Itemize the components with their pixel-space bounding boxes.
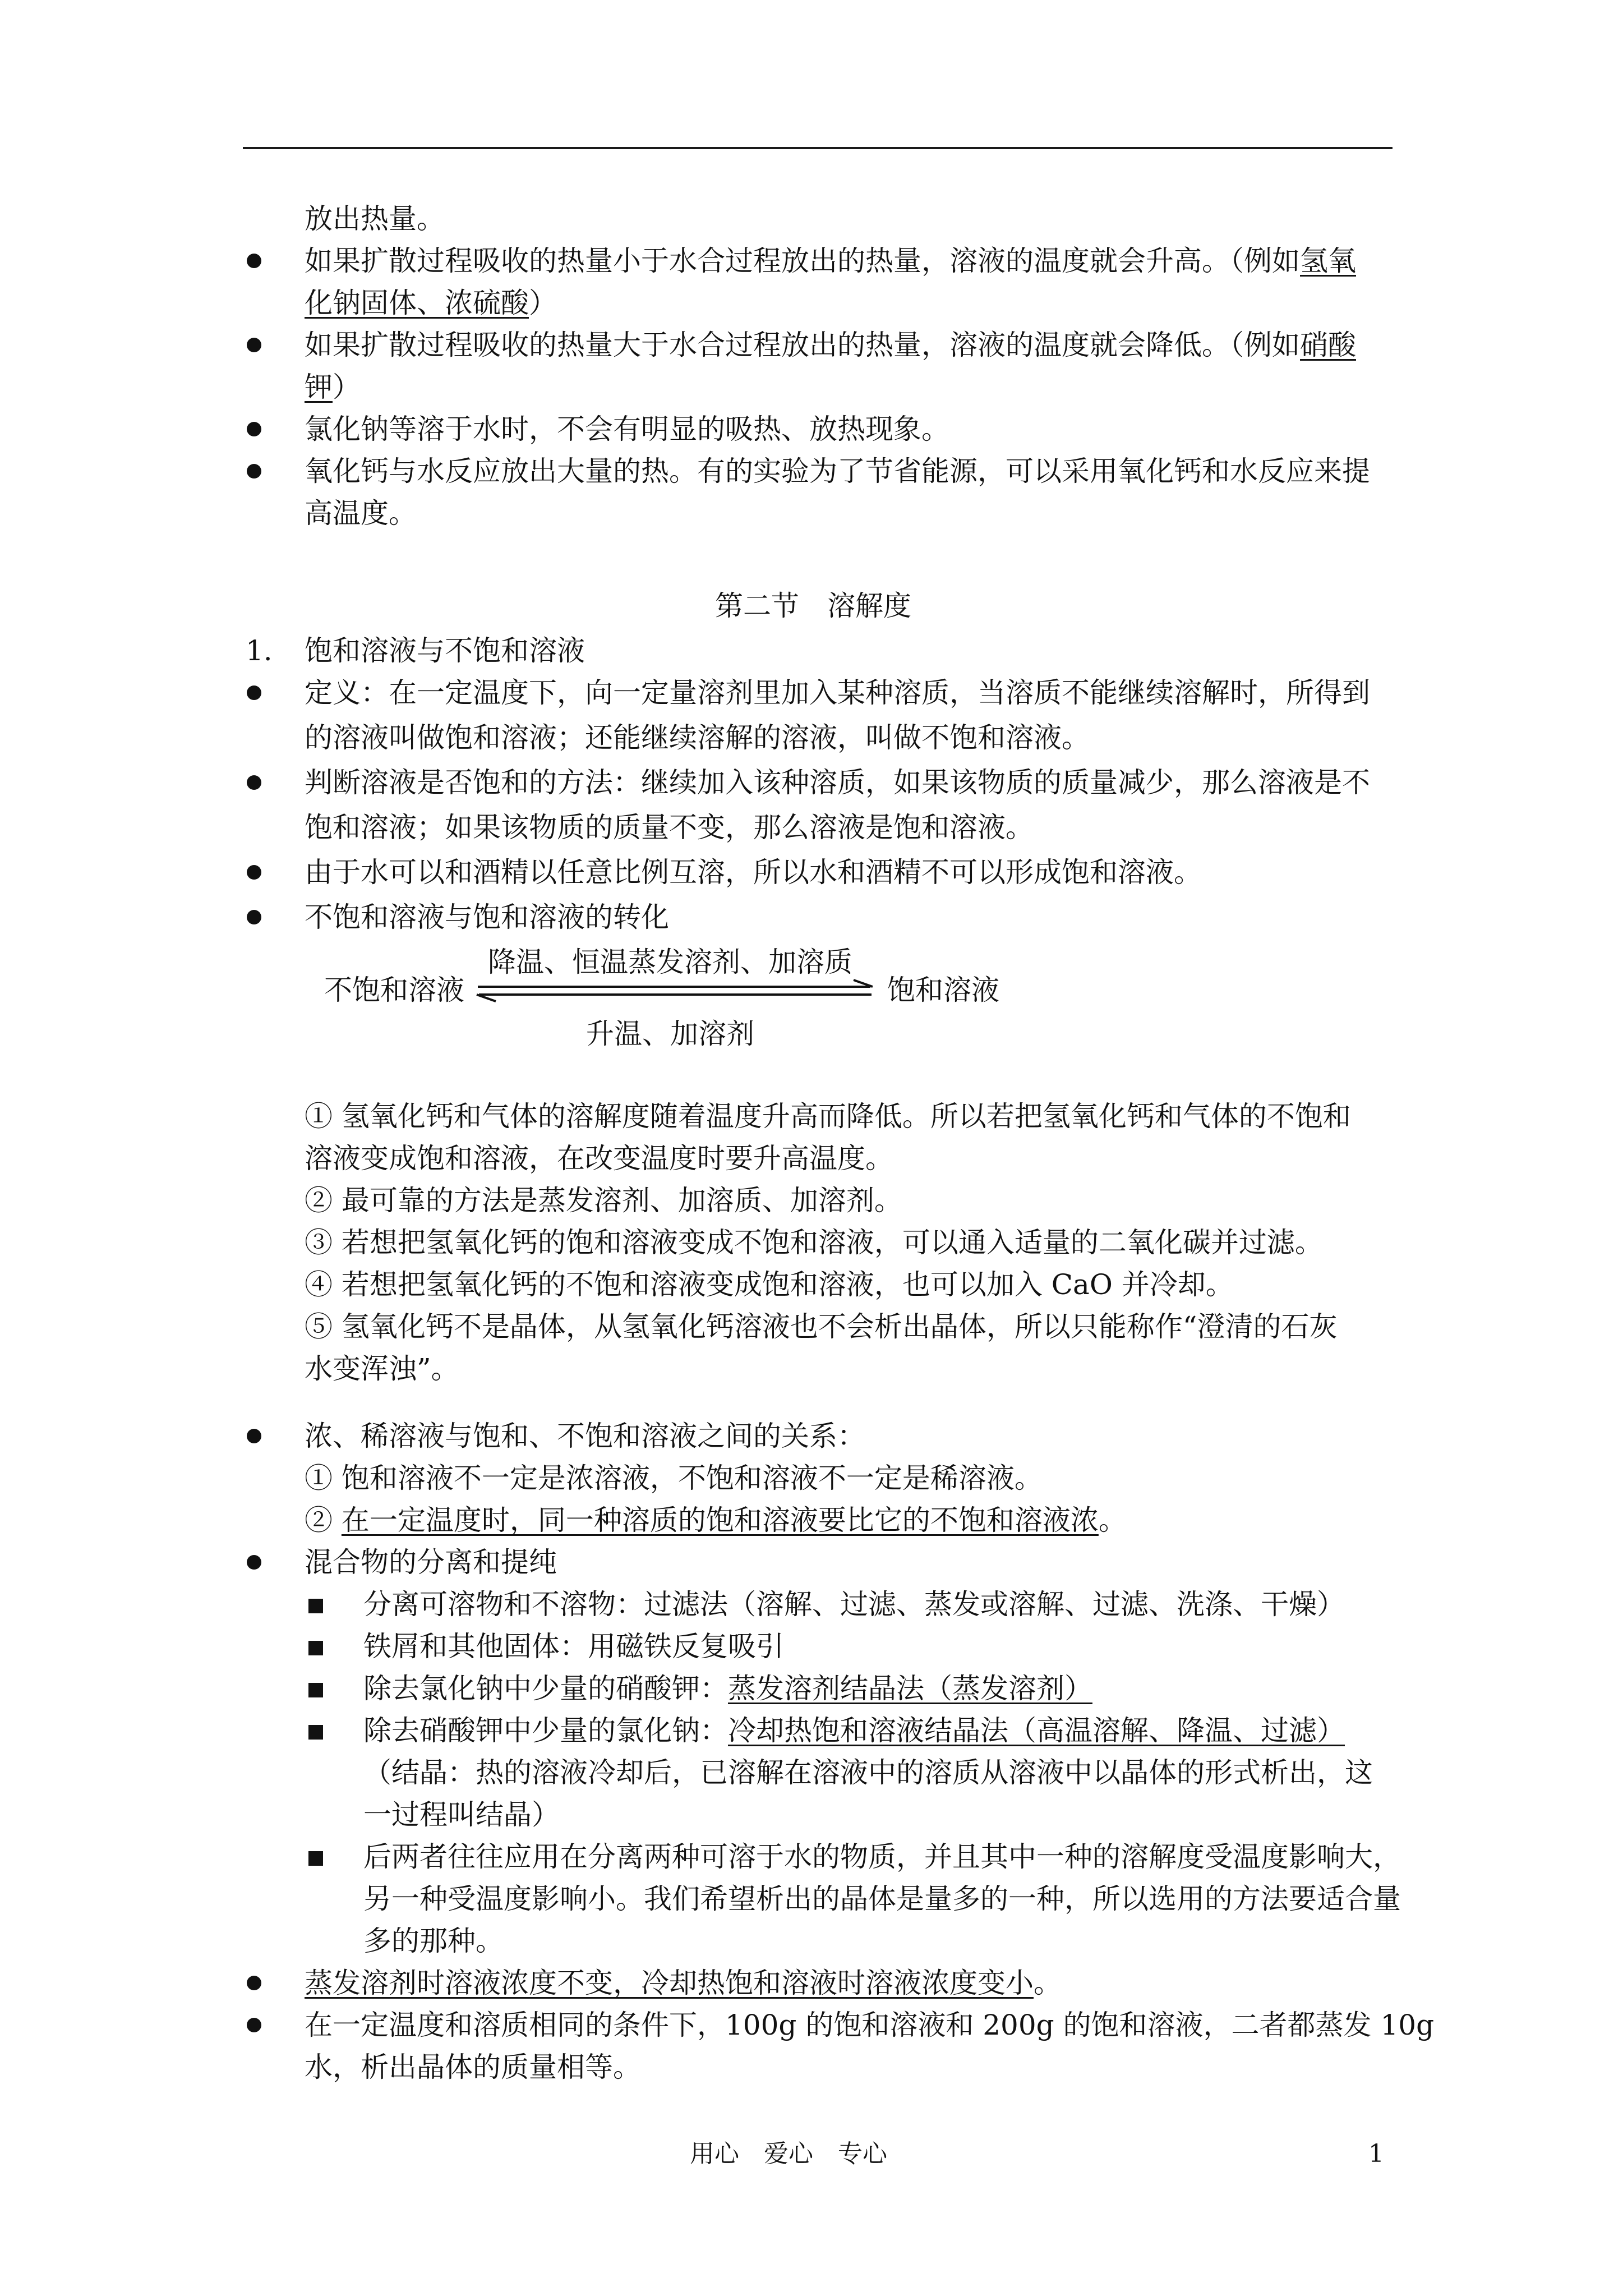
separation-item-4 — [363, 1711, 1345, 1750]
conversion-arrows — [471, 979, 880, 1007]
evaporation-line — [305, 1963, 1062, 2003]
bullet-dot — [247, 2018, 261, 2032]
heat-bullet-continuation — [305, 283, 557, 323]
square-bullet — [308, 1851, 323, 1866]
judge-line-2: 饱和溶液；如果该物质的质量不变，那么溶液是饱和溶液。 — [305, 811, 1034, 844]
text-segment: 高温度。 — [305, 497, 417, 530]
underlined-text: 氢氧 — [1300, 245, 1356, 277]
bullet-dot — [247, 685, 261, 700]
heat-bullet-line — [305, 241, 1356, 280]
section-title: 第二节 溶解度 — [715, 590, 911, 622]
heat-bullet-line — [305, 325, 1356, 365]
sep-4-underlined: 冷却热饱和溶液结晶法（高温溶解、降温、过滤） — [728, 1714, 1345, 1747]
relation-item-1: ① 饱和溶液不一定是浓溶液，不饱和溶液不一定是稀溶液。 — [305, 1462, 1043, 1494]
conversion-title: 不饱和溶液与饱和溶液的转化 — [305, 901, 669, 933]
bullet-dot — [247, 338, 261, 352]
definition-line-2: 的溶液叫做饱和溶液；还能继续溶解的溶液，叫做不饱和溶液。 — [305, 721, 1090, 754]
diagram-top-label: 降温、恒温蒸发溶剂、加溶质 — [488, 946, 852, 978]
separation-item-5-line-2: 另一种受温度影响小。我们希望析出的晶体是量多的一种，所以选用的方法要适合量 — [363, 1883, 1401, 1915]
text-segment: ） — [529, 287, 557, 319]
page-number: 1 — [1368, 2139, 1384, 2168]
bullet-dot — [247, 422, 261, 436]
alcohol-line: 由于水可以和酒精以任意比例互溶，所以水和酒精不可以形成饱和溶液。 — [305, 856, 1202, 889]
sep-3-underlined: 蒸发溶剂结晶法（蒸发溶剂） — [728, 1672, 1092, 1705]
note-line: ④ 若想把氢氧化钙的不饱和溶液变成饱和溶液，也可以加入 CaO 并冷却。 — [305, 1268, 1234, 1301]
bullet-dot — [247, 1555, 261, 1570]
text-segment: ） — [333, 371, 361, 403]
relation-title: 浓、稀溶液与饱和、不饱和溶液之间的关系： — [305, 1420, 865, 1452]
item-title: 饱和溶液与不饱和溶液 — [305, 634, 585, 667]
bullet-dot — [247, 254, 261, 268]
note-line: 溶液变成饱和溶液，在改变温度时要升高温度。 — [305, 1142, 893, 1175]
judge-line-1: 判断溶液是否饱和的方法：继续加入该种溶质，如果该物质的质量减少，那么溶液是不 — [305, 766, 1370, 799]
sep-4-prefix: 除去硝酸钾中少量的氯化钠： — [363, 1714, 728, 1747]
square-bullet — [308, 1683, 323, 1697]
separation-item-3 — [363, 1669, 1092, 1708]
heat-bullet-continuation — [305, 494, 417, 533]
final-line-1: 在一定温度和溶质相同的条件下，100g 的饱和溶液和 200g 的饱和溶液，二者都蒸发 10g — [305, 2009, 1435, 2041]
separation-item-5-line-3: 多的那种。 — [363, 1925, 504, 1957]
text-segment: 氯化钠等溶于水时，不会有明显的吸热、放热现象。 — [305, 413, 949, 445]
separation-item-2: 铁屑和其他固体：用磁铁反复吸引 — [363, 1630, 784, 1663]
square-bullet — [308, 1599, 323, 1613]
separation-item-1: 分离可溶物和不溶物：过滤法（溶解、过滤、蒸发或溶解、过滤、洗涤、干燥） — [363, 1588, 1345, 1621]
diagram-left-label: 不饱和溶液 — [324, 974, 464, 1006]
mixture-title: 混合物的分离和提纯 — [305, 1546, 557, 1579]
square-bullet — [308, 1641, 323, 1655]
note-line: ① 氢氧化钙和气体的溶解度随着温度升高而降低。所以若把氢氧化钙和气体的不饱和 — [305, 1100, 1351, 1133]
evaporation-underlined: 蒸发溶剂时溶液浓度不变，冷却热饱和溶液时溶液浓度变小 — [305, 1967, 1034, 1999]
relation-2-underlined: 在一定温度时，同一种溶质的饱和溶液要比它的不饱和溶液浓 — [341, 1504, 1099, 1536]
bullet-dot — [247, 910, 261, 924]
note-line: ③ 若想把氢氧化钙的饱和溶液变成不饱和溶液，可以通入适量的二氧化碳并过滤。 — [305, 1226, 1323, 1259]
bullet-dot — [247, 775, 261, 790]
note-line: ⑤ 氢氧化钙不是晶体，从氢氧化钙溶液也不会析出晶体，所以只能称作“澄清的石灰 — [305, 1310, 1338, 1343]
relation-2-prefix: ② — [305, 1504, 342, 1536]
text-segment: 如果扩散过程吸收的热量小于水合过程放出的热量，溶液的温度就会升高。（例如 — [305, 245, 1300, 277]
diagram-right-label: 饱和溶液 — [887, 974, 999, 1006]
header-rule — [243, 147, 1393, 149]
underlined-text: 化钠固体、浓硫酸 — [305, 287, 529, 319]
bullet-dot — [247, 1429, 261, 1443]
heat-bullet-continuation — [305, 367, 361, 407]
text-segment: 氧化钙与水反应放出大量的热。有的实验为了节省能源，可以采用氧化钙和水反应来提 — [305, 455, 1370, 487]
relation-item-2 — [305, 1501, 1127, 1540]
note-line: ② 最可靠的方法是蒸发溶剂、加溶质、加溶剂。 — [305, 1184, 902, 1217]
diagram-bottom-label: 升温、加溶剂 — [586, 1018, 754, 1050]
sep-3-prefix: 除去氯化钠中少量的硝酸钾： — [363, 1672, 728, 1705]
continuation-line: 放出热量。 — [305, 203, 445, 235]
definition-line-1: 定义：在一定温度下，向一定量溶剂里加入某种溶质，当溶质不能继续溶解时，所得到 — [305, 677, 1370, 709]
bullet-dot — [247, 1976, 261, 1990]
note-line: 水变浑浊”。 — [305, 1352, 459, 1385]
footer-text: 用心 爱心 专心 — [690, 2139, 887, 2168]
text-segment: 如果扩散过程吸收的热量大于水合过程放出的热量，溶液的温度就会降低。（例如 — [305, 329, 1300, 361]
heat-bullet-line — [305, 409, 949, 449]
relation-2-suffix: 。 — [1098, 1504, 1127, 1536]
underlined-text: 硝酸 — [1300, 329, 1356, 361]
item-number: 1. — [246, 634, 273, 667]
bullet-dot — [247, 464, 261, 478]
bullet-dot — [247, 865, 261, 880]
underlined-text: 钾 — [305, 371, 333, 403]
evaporation-suffix: 。 — [1034, 1967, 1062, 1999]
final-line-2: 水，析出晶体的质量相等。 — [305, 2051, 641, 2083]
separation-item-5-line-1: 后两者往往应用在分离两种可溶于水的物质，并且其中一种的溶解度受温度影响大， — [363, 1841, 1401, 1873]
separation-item-4-cont-1: （结晶：热的溶液冷却后，已溶解在溶液中的溶质从溶液中以晶体的形式析出，这 — [363, 1756, 1373, 1789]
square-bullet — [308, 1725, 323, 1740]
heat-bullet-line — [305, 452, 1370, 491]
separation-item-4-cont-2: 一过程叫结晶） — [363, 1798, 560, 1831]
